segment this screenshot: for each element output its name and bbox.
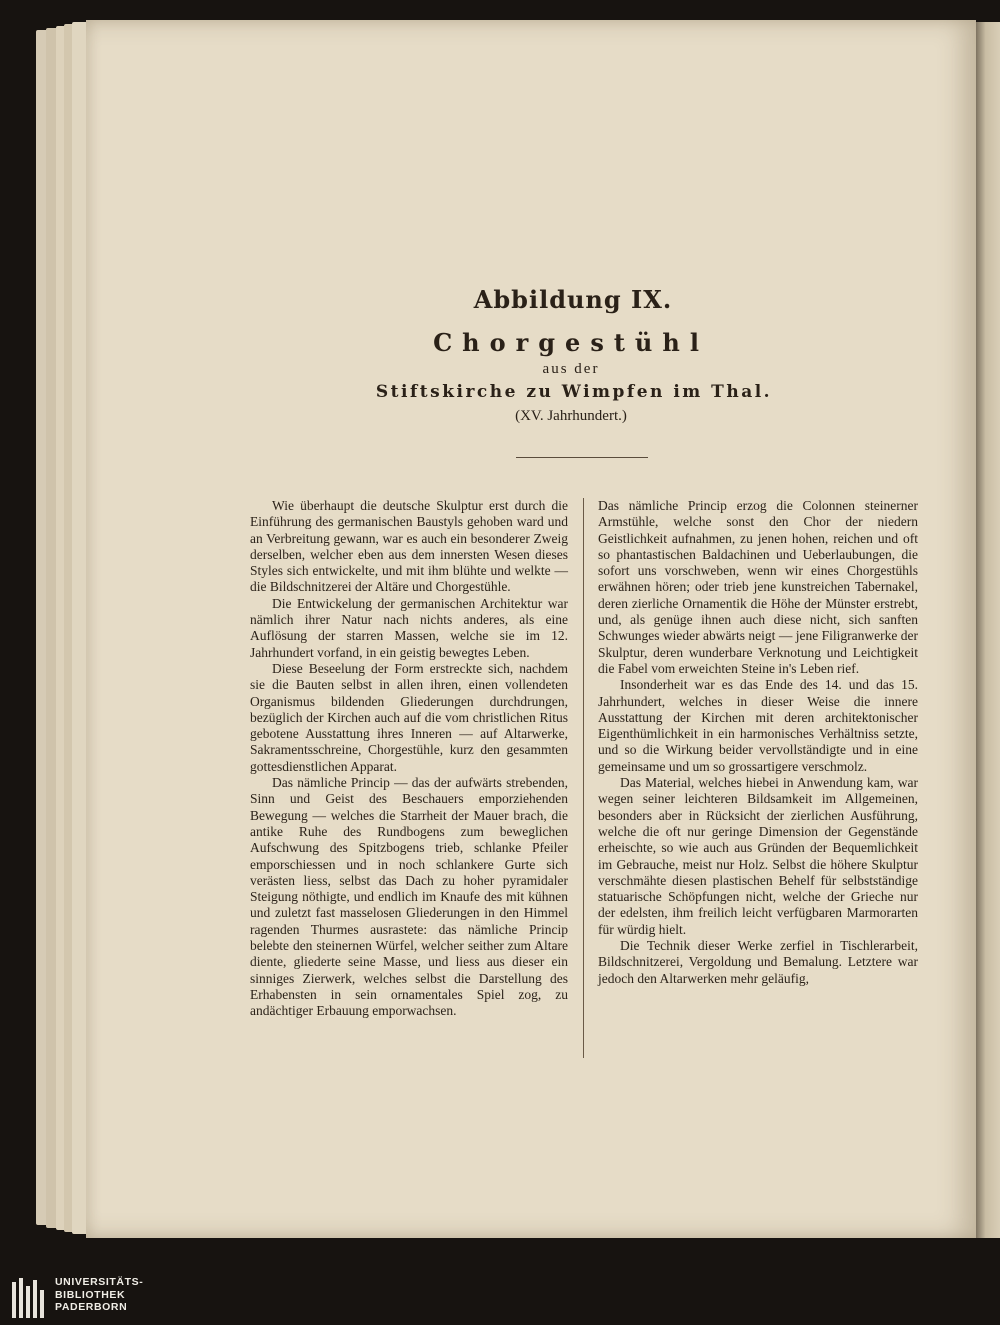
library-name-line: BIBLIOTHEK xyxy=(55,1288,126,1301)
page-title: Chorgestühl xyxy=(433,328,709,357)
plate-number: Abbildung IX. xyxy=(473,285,673,314)
century-label: (XV. Jahrhundert.) xyxy=(515,408,627,424)
library-name-line: PADERBORN xyxy=(55,1301,128,1313)
paragraph: Wie überhaupt die deutsche Skulptur erst durch die Einführung des germanischen Baustyls gehoben ward und an Verbreitung gewann, war es auch ein besonderer Zweig derselben, welcher eben aus dem innersten Wesen dieses Styles sich entwickelte, und mit ihm blühte und welkte — die Bildschnitzerei der Altäre und Chorgestühle. xyxy=(250,498,568,595)
facing-page-edge xyxy=(976,22,1000,1238)
paragraph: Die Entwickelung der germanischen Architektur war nämlich ihrer Natur nach nichts anderes, als eine Auflösung der starren Massen, welche sie im 12. Jahrhundert vorfand, in ein geistig bewegtes Leben. xyxy=(250,595,568,660)
paragraph: Das nämliche Princip erzog die Colonnen steinerner Armstühle, welche sonst den Chor der niedern Geistlichkeit aufnahmen, zu jenen hohen, reichen und oft so phantastischen Baldachinen und Ueberlaubungen, die sofort uns vorschweben, wenn wir eines Chorgestühls erwähnen hören; oder trieb jene kunstreichen Tabernakel, deren zierliche Ornamentik die Höhe der Münster erstrebt, und, als genüge ihnen auch diese nicht, sich sanften Schwunges wieder abwärts neigt — jene Filigranwerke der Skulptur, deren wunderbare Verknotung und Leichtigkeit die Fabel vom erweichten Steine in's Leben rief. xyxy=(598,498,918,676)
church-name: Stiftskirche zu Wimpfen im Thal. xyxy=(375,382,773,402)
title-divider xyxy=(516,457,648,458)
paragraph: Diese Beseelung der Form erstreckte sich, nachdem sie die Bauten selbst in allen ihren, einen vollendeten Organismus bildenden Gliederungen durchdrungen, bezüglich der Kirchen auch auf die vom christlichen Ritus gebotene Ausstattung ihres Inneren — auf Altarwerke, Sakramentsschreine, Chorgestühle, kurz den gesammten gottesdienstlichen Apparat. xyxy=(250,660,568,774)
library-emblem-icon xyxy=(10,1278,50,1318)
page-heading xyxy=(86,285,976,425)
title-connector: aus der xyxy=(542,361,600,377)
library-logo xyxy=(10,1276,180,1322)
paragraph: Das nämliche Princip — das der aufwärts strebenden, Sinn und Geist des Beschauers emporziehenden Bewegung — welches die Starrheit der Mauer brach, die antike Ruhe des Rundbogens zum beweglichen Aufschwung des Spitzbogens trieb, schlanke Pfeiler emporschiessen und in noch schlankere Gurte sich verästen liess, selbst das Dach zu hoher pyramidaler Steigung nöthigte, und endlich im Knaufe des mit kühnen und zuletzt fast masselosen Gliederungen in den Himmel ragenden Thurmes ausrastete: das nämliche Princip belebte den steinernen Würfel, welcher seither zum Altare diente, gliederte seine Masse, und liess aus dieser ein sinniges Zierwerk, welches selbst die Darstellung des Erhabensten in sein ornamentales Spiel zog, zu andächtiger Erbauung emporwachsen. xyxy=(250,775,568,1019)
paragraph: Die Technik dieser Werke zerfiel in Tischlerarbeit, Bildschnitzerei, Vergoldung und Bemalung. Letztere war jedoch den Altarwerken mehr geläufig, xyxy=(598,938,918,986)
library-name xyxy=(55,1276,143,1314)
column-divider xyxy=(583,498,584,1058)
library-name-line: UNIVERSITÄTS- xyxy=(55,1276,144,1288)
text-column-right xyxy=(598,498,918,987)
paragraph: Das Material, welches hiebei in Anwendung kam, war wegen seiner leichteren Bildsamkeit im Allgemeinen, besonders aber in Rücksicht der zierlichen Ausführung, welche die oft nur geringe Dimension der Gegenstände erheischte, so wie auch aus Gründen der Bequemlichkeit im Gebrauche, meist nur Holz. Selbst die höhere Skulptur verschmähte diesen plastischen Behelf für selbstständige statuarische Schöpfungen nicht, welche der Grieche nur der edelsten, ihm freilich leicht verfügbaren Marmorarten für würdig hielt. xyxy=(598,775,918,937)
paragraph: Insonderheit war es das Ende des 14. und das 15. Jahrhundert, welches in dieser Weise die innere Ausstattung der Kirchen mit deren architektonischer Eigenthümlichkeit in ein harmonisches Verhältniss setzte, und so die Wirkung beider vervollständigte und in eine gemeinsame und um so grossartigere verschmolz. xyxy=(598,677,918,774)
text-column-left xyxy=(250,498,568,1020)
